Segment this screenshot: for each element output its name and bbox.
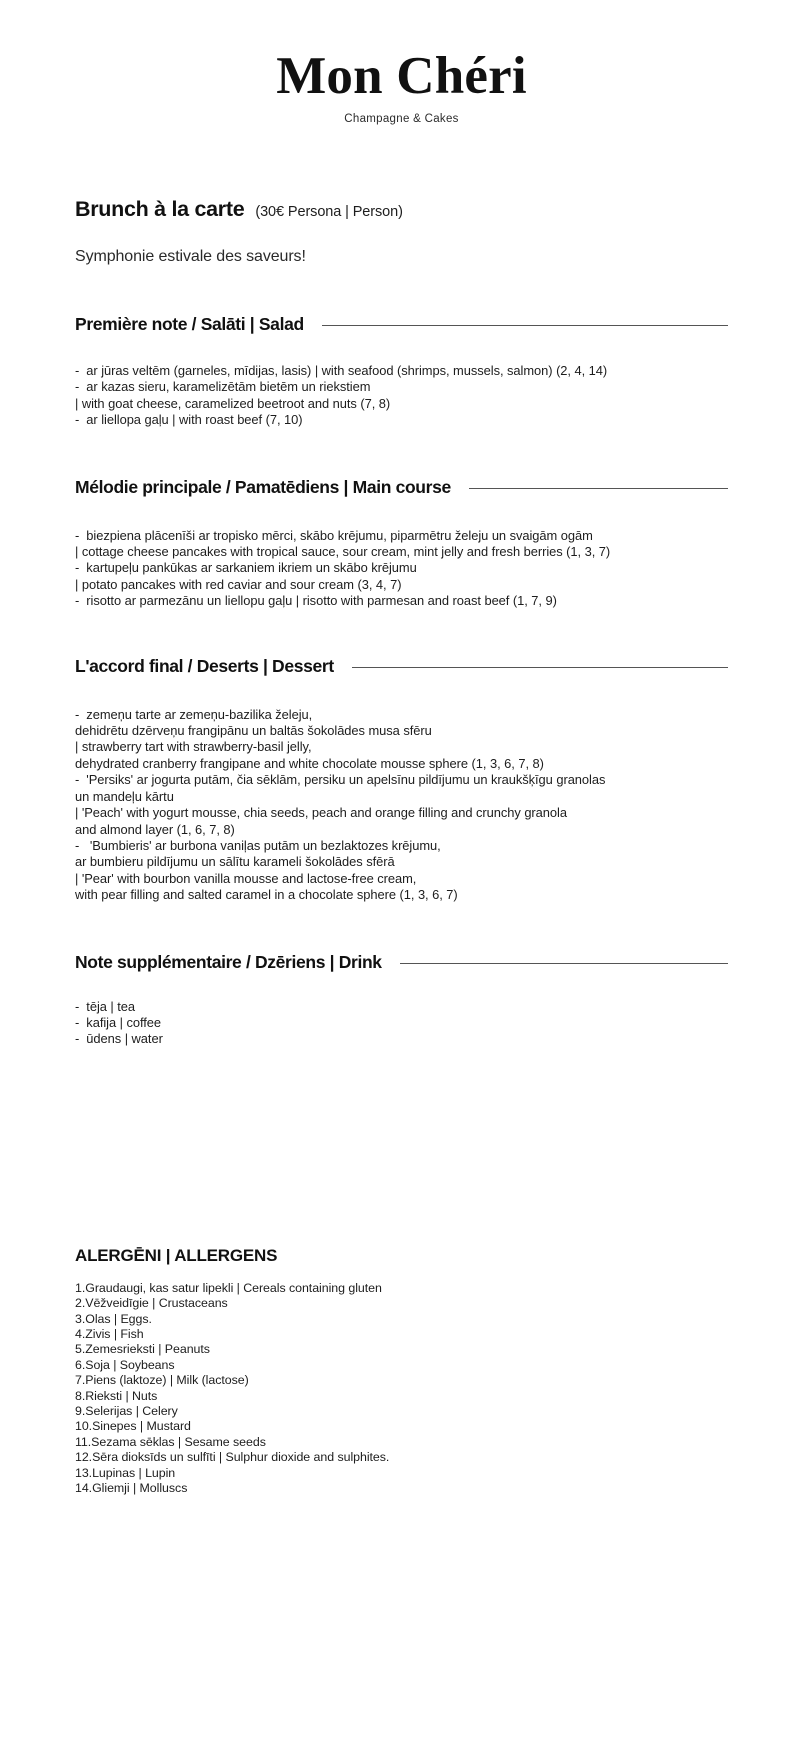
section-divider (352, 667, 728, 668)
menu-item-line: dehidrētu dzērveņu frangipānu un baltās šokolādes musa sfēru (75, 723, 432, 739)
menu-item-line: | cottage cheese pancakes with tropical sauce, sour cream, mint jelly and fresh berries (1, 3, 7) (75, 544, 611, 560)
menu-item-line: - biezpiena plācenīši ar tropisko mērci, skābo krējumu, piparmētru želeju un svaigām ogām (75, 527, 593, 543)
allergen-item: 3.Olas | Eggs. (75, 1311, 152, 1326)
menu-item-line: un mandeļu kārtu (75, 788, 174, 804)
section-divider (400, 963, 728, 964)
brand-header (0, 0, 803, 125)
menu-item-line: ar bumbieru pildījumu un sālītu karameli šokolādes sfērā (75, 854, 395, 870)
allergen-item: 12.Sēra dioksīds un sulfīti | Sulphur dioxide and sulphites. (75, 1450, 390, 1465)
allergen-item: 1.Graudaugi, kas satur lipekli | Cereals containing gluten (75, 1280, 382, 1295)
section-items (75, 528, 728, 610)
allergen-item: 2.Vēžveidīgie | Crustaceans (75, 1296, 228, 1311)
section-heading: L'accord final / Deserts | Dessert (75, 655, 334, 676)
menu-item-line: dehydrated cranberry frangipane and white chocolate mousse sphere (1, 3, 6, 7, 8) (75, 755, 544, 771)
section-heading: Mélodie principale / Pamatēdiens | Main course (75, 476, 451, 497)
menu-item-line: | potato pancakes with red caviar and sour cream (3, 4, 7) (75, 576, 402, 592)
allergen-item: 8.Rieksti | Nuts (75, 1388, 158, 1403)
allergen-item: 10.Sinepes | Mustard (75, 1419, 191, 1434)
allergen-item: 9.Selerijas | Celery (75, 1404, 178, 1418)
menu-item-line: and almond layer (1, 6, 7, 8) (75, 821, 235, 837)
menu-content (0, 197, 803, 1496)
menu-item-line: - ar jūras veltēm (garneles, mīdijas, lasis) | with seafood (shrimps, mussels, salmon) (2, 4, 14) (75, 363, 608, 378)
section-items (75, 999, 728, 1048)
allergen-list (75, 1281, 728, 1497)
allergen-item: 7.Piens (laktoze) | Milk (lactose) (75, 1373, 249, 1388)
menu-item-line: - risotto ar parmezānu un liellopu gaļu | risotto with parmesan and roast beef (1, 7, 9) (75, 593, 557, 609)
menu-section (75, 656, 728, 904)
menu-item-line: | 'Peach' with yogurt mousse, chia seeds, peach and orange filling and crunchy granola (75, 805, 567, 821)
menu-item-line: - zemeņu tarte ar zemeņu-bazilika želeju, (75, 706, 313, 722)
section-header (75, 314, 728, 335)
allergen-item: 13.Lupinas | Lupin (75, 1465, 176, 1480)
menu-item-line: | with goat cheese, caramelized beetroot and nuts (7, 8) (75, 395, 391, 411)
menu-item-line: with pear filling and salted caramel in a chocolate sphere (1, 3, 6, 7) (75, 887, 458, 903)
allergen-item: 6.Soja | Soybeans (75, 1357, 175, 1372)
allergen-item: 4.Zivis | Fish (75, 1326, 144, 1341)
brand-tagline: Champagne & Cakes (344, 113, 459, 125)
menu-item-line: | 'Pear' with bourbon vanilla mousse and lactose-free cream, (75, 870, 417, 886)
menu-item-line: - ar kazas sieru, karamelizētām bietēm un riekstiem (75, 379, 371, 395)
allergen-item: 14.Gliemji | Molluscs (75, 1481, 188, 1496)
page-title: Brunch à la carte (75, 197, 245, 221)
menu-sections (75, 314, 728, 1048)
menu-item-line: - kartupeļu pankūkas ar sarkaniem ikriem un skābo krējumu (75, 560, 417, 576)
section-header (75, 656, 728, 677)
allergen-item: 11.Sezama sēklas | Sesame seeds (75, 1434, 266, 1449)
section-heading: Note supplémentaire / Dzēriens | Drink (75, 951, 382, 972)
allergens-section (75, 1246, 728, 1497)
menu-item-line: - 'Persiks' ar jogurta putām, čia sēklām, persiku un apelsīnu pildījumu un kraukšķīgu granolas (75, 772, 606, 788)
allergen-item: 5.Zemesrieksti | Peanuts (75, 1342, 210, 1357)
menu-item-line: - tēja | tea (75, 998, 136, 1014)
menu-title-row (75, 197, 728, 222)
menu-item-line: - kafija | coffee (75, 1014, 162, 1030)
allergens-heading: ALERGĒNI | ALLERGENS (75, 1245, 278, 1265)
section-heading: Première note / Salāti | Salad (75, 314, 304, 334)
menu-section (75, 952, 728, 1048)
section-items (75, 363, 728, 429)
brand-logo-text: Mon Chéri (276, 47, 527, 105)
section-divider (322, 325, 728, 326)
menu-price: (30€ Persona | Person) (255, 204, 403, 220)
menu-item-line: | strawberry tart with strawberry-basil jelly, (75, 739, 312, 755)
section-items (75, 707, 728, 904)
menu-section (75, 477, 728, 610)
section-header (75, 952, 728, 973)
section-header (75, 477, 728, 498)
menu-item-line: - ūdens | water (75, 1031, 163, 1047)
menu-section (75, 314, 728, 429)
menu-item-line: - ar liellopa gaļu | with roast beef (7, 10) (75, 412, 303, 428)
menu-subtitle: Symphonie estivale des saveurs! (75, 248, 306, 265)
menu-item-line: - 'Bumbieris' ar burbona vaniļas putām un bezlaktozes krējumu, (75, 837, 441, 853)
section-divider (469, 488, 728, 489)
